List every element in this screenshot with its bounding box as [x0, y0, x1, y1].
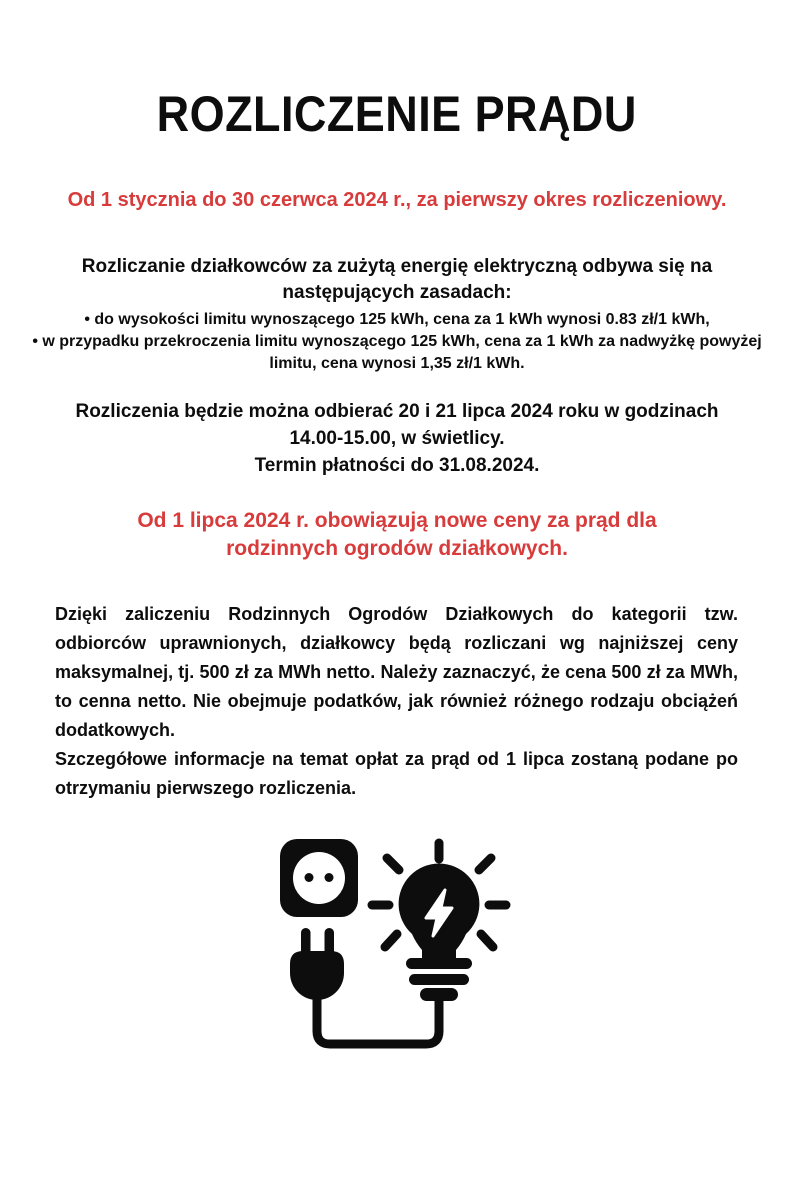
rules-heading — [0, 254, 794, 306]
page-title-text: ROZLICZENIE PRĄDU — [156, 86, 638, 142]
poster-page — [0, 84, 794, 1204]
details-paragraph-1: Dzięki zaliczeniu Rodzinnych Ogrodów Działkowych do kategorii tzw. odbiorców uprawnionych, działkowcy będą rozliczani wg najniższej ceny maksymalnej, tj. 500 zł za MWh netto. Należy zaznaczyć, że cena 500 zł za MWh, to cenna netto. Nie obejmuje podatków, jak również różnego rodzaju obciążeń dodatkowych. — [55, 604, 738, 740]
plug-and-bulb-icon — [0, 817, 794, 1062]
details-section — [0, 600, 794, 803]
rules-bullet-item: • do wysokości limitu wynoszącego 125 kWh, cena za 1 kWh wynosi 0.83 zł/1 kWh, — [84, 311, 710, 328]
rules-heading-line-1: Rozliczanie działkowców za zużytą energię elektryczną odbywa się na — [81, 256, 713, 277]
details-paragraph-2: Szczegółowe informacje na temat opłat za prąd od 1 lipca zostaną podane po otrzymaniu pierwszego rozliczenia. — [55, 749, 738, 798]
new-prices-line-1: Od 1 lipca 2024 r. obowiązują nowe ceny za prąd dla — [137, 509, 657, 532]
pickup-line-2: 14.00-15.00, w świetlicy. — [289, 428, 505, 449]
pickup-line-1: Rozliczenia będzie można odbierać 20 i 21 lipca 2024 roku w godzinach — [75, 401, 719, 422]
rules-bullet-list — [25, 309, 770, 375]
rules-heading-line-2: następujących zasadach: — [282, 282, 512, 303]
new-prices-line-2: rodzinnych ogrodów działkowych. — [226, 537, 568, 560]
rules-bullet-item: • w przypadku przekroczenia limitu wynoszącego 125 kWh, cena za 1 kWh za nadwyżkę powyżej limitu, cena wynosi 1,35 zł/1 kWh. — [32, 333, 762, 372]
new-prices-heading — [0, 507, 794, 563]
billing-period-line: Od 1 stycznia do 30 czerwca 2024 r., za pierwszy okres rozliczeniowy. — [67, 189, 727, 211]
plug-and-bulb-svg — [232, 817, 562, 1057]
payment-deadline-line: Termin płatności do 31.08.2024. — [254, 455, 540, 476]
page-title — [0, 84, 794, 144]
pickup-info — [0, 398, 794, 479]
